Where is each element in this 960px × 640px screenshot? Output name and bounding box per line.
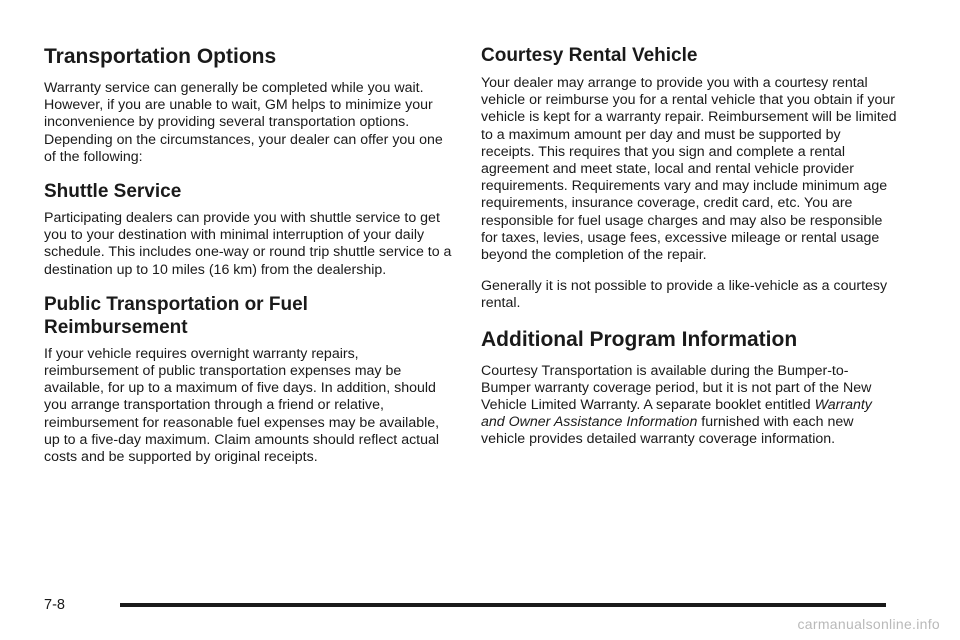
additional-text-end: furnished with each new vehicle provides detailed warranty coverage information. — [481, 414, 854, 448]
additional-text-start: Courtesy Transportation is available during the Bumper-to-Bumper warranty coverage period, but it is not part of the New Vehicle Limited Warranty. A separate booklet entitled — [481, 362, 872, 414]
page-title: Transportation Options — [44, 45, 277, 68]
footer-rule — [120, 603, 886, 607]
like-vehicle-paragraph: Generally it is not possible to provide a like-vehicle as a courtesy rental. — [481, 278, 888, 312]
watermark: carmanualsonline.info — [797, 616, 940, 632]
public-transport-heading: Public Transportation or Fuel Reimbursement — [44, 293, 308, 338]
left-column — [44, 44, 452, 480]
booklet-title: Warranty and Owner Assistance Information — [481, 397, 872, 431]
shuttle-heading: Shuttle Service — [44, 181, 182, 203]
rental-paragraph: Your dealer may arrange to provide you with a courtesy rental vehicle or reimburse you for a rental vehicle that you obtain if your vehicle is kept for a warranty repair. Reimbursement will be limited to a maximum amount per day and must be supported by receipts. This requires that you sign and complete a rental agreement and meet state, local and rental vehicle provider requirements. Requirements vary and may include minimum age requirements, insurance coverage, credit card, etc. You are responsible for fuel usage charges and may also be responsible for taxes, levies, usage fees, excessive mileage or rental usage beyond the completion of the repair. — [481, 75, 897, 264]
additional-info-heading: Additional Program Information — [481, 327, 798, 351]
rental-heading: Courtesy Rental Vehicle — [481, 45, 698, 66]
right-column — [481, 44, 897, 463]
public-transport-paragraph: If your vehicle requires overnight warranty repairs, reimbursement of public transportation expenses may be available, for up to a maximum of five days. In addition, should you arrange transportation through a friend or relative, reimbursement for reasonable fuel expenses may be available, up to a five-day maximum. Claim amounts should reflect actual costs and be supported by original receipts. — [44, 345, 440, 466]
page-number: 7-8 — [44, 597, 65, 613]
shuttle-paragraph: Participating dealers can provide you with shuttle service to get you to your destination with minimal interruption of your daily schedule. This includes one-way or round trip shuttle service to a destination up to 10 miles (16 km) from the dealership. — [44, 210, 452, 278]
additional-info-paragraph — [481, 363, 897, 449]
intro-paragraph: Warranty service can generally be completed while you wait. However, if you are unable to wait, GM helps to minimize your inconvenience by providing several transportation options. Depending on the circumstances, your dealer can offer you one of the following: — [44, 80, 443, 165]
